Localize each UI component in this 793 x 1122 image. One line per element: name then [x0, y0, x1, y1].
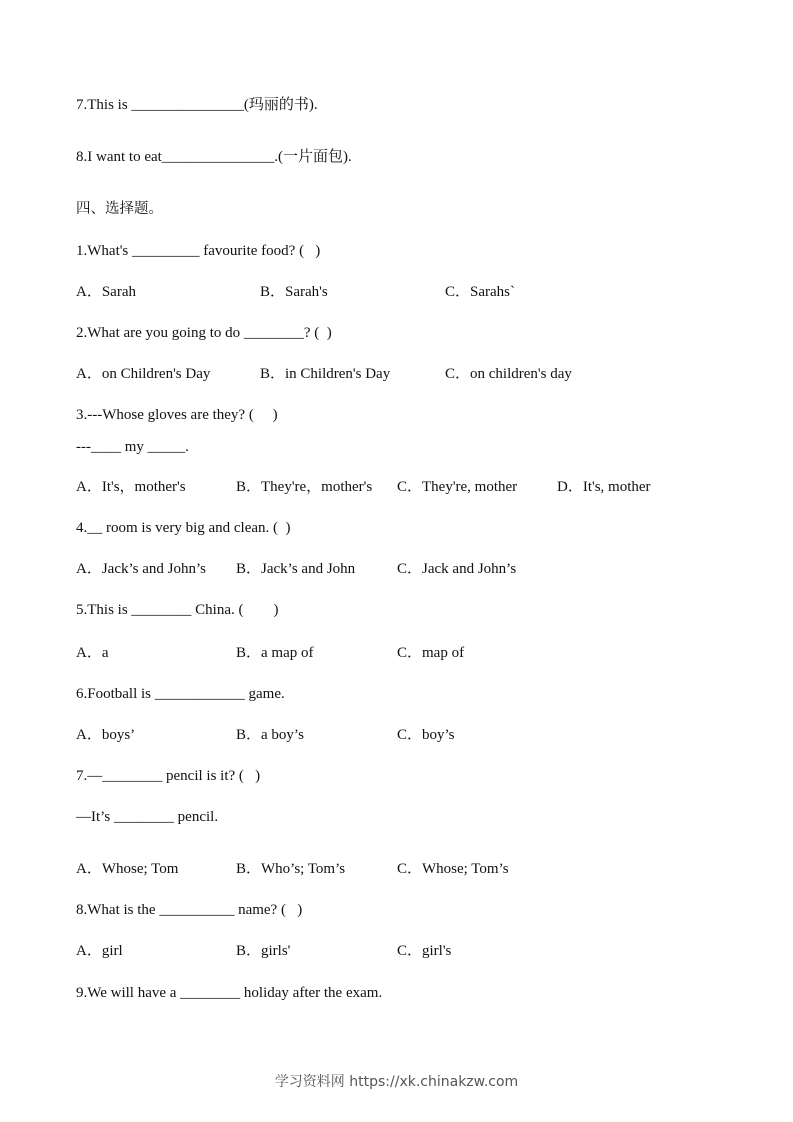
question-response-line: ---____ my _____.	[76, 439, 189, 455]
option-c: C．They're, mother	[397, 479, 518, 495]
option-c: C．girl's	[397, 943, 452, 959]
option-b: B．Who’s; Tom’s	[236, 861, 346, 877]
question-stem: 7.—________ pencil is it? ( )	[76, 768, 261, 784]
question-stem: 9.We will have a ________ holiday after the exam.	[76, 985, 383, 1001]
option-b: B．in Children's Day	[260, 366, 391, 382]
option-a: A．on Children's Day	[76, 366, 211, 382]
section-heading: 四、选择题。	[76, 201, 163, 217]
option-b: B．Sarah's	[260, 284, 328, 300]
fill-in-question-7: 7.This is _______________(玛丽的书).	[76, 97, 318, 113]
option-c: C．Jack and John’s	[397, 561, 517, 577]
option-a: A．girl	[76, 943, 123, 959]
question-stem: 2.What are you going to do ________? ( )	[76, 325, 332, 341]
question-stem: 4.__ room is very big and clean. ( )	[76, 520, 291, 536]
question-stem: 6.Football is ____________ game.	[76, 686, 285, 702]
option-b: B．a boy’s	[236, 727, 304, 743]
question-stem: 5.This is ________ China. ( )	[76, 602, 279, 618]
option-b: B．Jack’s and John	[236, 561, 356, 577]
question-stem: 1.What's _________ favourite food? ( )	[76, 243, 321, 259]
option-c: C．Whose; Tom’s	[397, 861, 509, 877]
footer-watermark: 学习资料网 https://xk.chinakzw.com	[274, 1074, 519, 1090]
option-c: C．Sarahs`	[445, 284, 515, 300]
option-a: A．Sarah	[76, 284, 136, 300]
option-d: D．It's, mother	[557, 479, 651, 495]
option-b: B．girls'	[236, 943, 291, 959]
option-a: A．It's，mother's	[76, 479, 186, 495]
fill-in-question-8: 8.I want to eat_______________.(一片面包).	[76, 149, 352, 165]
option-c: C．boy’s	[397, 727, 455, 743]
option-c: C．map of	[397, 645, 465, 661]
option-b: B．a map of	[236, 645, 314, 661]
option-c: C．on children's day	[445, 366, 572, 382]
question-stem: 3.---Whose gloves are they? ( )	[76, 407, 278, 423]
question-response-line: —It’s ________ pencil.	[76, 809, 219, 825]
option-a: A．a	[76, 645, 109, 661]
option-a: A．boys’	[76, 727, 136, 743]
option-a: A．Whose; Tom	[76, 861, 179, 877]
option-b: B．They're，mother's	[236, 479, 373, 495]
question-stem: 8.What is the __________ name? ( )	[76, 902, 303, 918]
option-a: A．Jack’s and John’s	[76, 561, 206, 577]
